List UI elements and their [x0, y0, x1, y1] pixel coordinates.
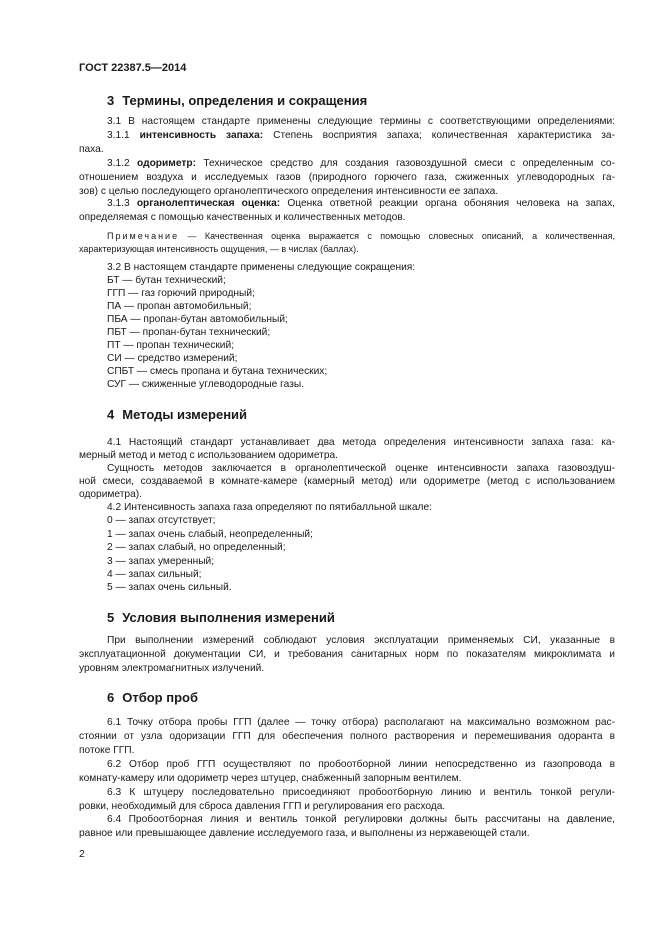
term-3-1-2-line1: Техническое средство для создания газовоздушной смеси с определенным со-: [203, 158, 615, 169]
term-3-1-2-line2: отношением воздуха и исследуемых газов (природного горючего газа, сжиженных углеводородных га-: [79, 172, 615, 183]
term-3-1-1-number: 3.1.1: [107, 130, 130, 141]
para-6-2-line1: 6.2 Отбор проб ГГП осуществляют по пробоотборной линии непосредственно из газопровода в: [107, 759, 615, 770]
term-3-1-2-number: 3.1.2: [107, 158, 130, 169]
section-3-heading: [107, 93, 367, 108]
scale-item: 4 — запах сильный;: [107, 569, 202, 580]
section-5-heading: [107, 610, 335, 625]
scale-item: 3 — запах умеренный;: [107, 556, 215, 567]
section-3-number: 3: [107, 93, 115, 108]
para-6-2-line2: комнату-камеру или одориметр через штуцер, снабженный запорным вентилем.: [79, 773, 462, 784]
section-5-line2: эксплуатационной документации СИ, и требования санитарных норм по показателям микроклимата и: [79, 649, 615, 660]
term-3-1-3-number: 3.1.3: [107, 198, 130, 209]
term-3-1-1: [107, 129, 615, 143]
term-3-1-1-line1: Степень восприятия запаха; количественная характеристика за-: [273, 130, 615, 141]
section-6-heading: [107, 690, 198, 705]
term-3-1-1-line2: паха.: [79, 144, 104, 155]
para-6-3-line1: 6.3 К штуцеру последовательно присоединяют пробоотборную линию и вентиль тонкой регули-: [107, 787, 615, 798]
abbreviation-item: СПБТ — смесь пропана и бутана технических;: [107, 366, 328, 377]
scale-item: 1 — запах очень слабый, неопределенный;: [107, 529, 313, 540]
scale-item: 0 — запах отсутствует;: [107, 515, 216, 526]
term-3-1-2-line3: зов) с целью последующего органолептического определения интенсивности ее запаха.: [79, 186, 499, 197]
term-3-1-2: [107, 157, 615, 171]
standard-code: ГОСТ 22387.5—2014: [79, 62, 187, 74]
essence-line1: Сущность методов заключается в органолептической оценке интенсивности запаха газовоздуш-: [107, 463, 615, 474]
section-5-line1: При выполнении измерений соблюдают условия эксплуатации применяемых СИ, указанные в: [107, 635, 615, 646]
abbreviation-item: ГГП — газ горючий природный;: [107, 288, 255, 299]
abbreviation-item: БТ — бутан технический;: [107, 275, 226, 286]
para-4-1-line2: мерный метод и метод с использованием одориметра.: [79, 450, 339, 461]
para-3-2: 3.2 В настоящем стандарте применены следующие сокращения:: [107, 262, 416, 273]
note-line2: характеризующая интенсивность ощущения, — в числах (баллах).: [79, 244, 359, 254]
section-6-title: Отбор проб: [122, 690, 198, 705]
term-3-1-3-line1: Оценка ответной реакции органа обоняния человека на запах,: [287, 198, 615, 209]
para-6-1-line3: потоке ГГП.: [79, 745, 135, 756]
section-5-number: 5: [107, 610, 115, 625]
term-3-1-1-term: интенсивность запаха:: [139, 130, 264, 141]
abbreviation-item: ПТ — пропан технический;: [107, 340, 235, 351]
para-3-1: 3.1 В настоящем стандарте применены следующие термины с соответствующими определениями:: [107, 116, 615, 127]
term-3-1-2-term: одориметр:: [137, 158, 196, 169]
section-4-number: 4: [107, 407, 115, 422]
section-6-number: 6: [107, 690, 115, 705]
para-6-1-line2: стоянии от узла одоризации ГГП для обеспечения полного растворения и перемешивания одоранта в: [79, 731, 615, 742]
term-3-1-3-line2: определяемая с помощью качественных и количественных методов.: [79, 212, 406, 223]
section-4-title: Методы измерений: [122, 407, 248, 422]
term-3-1-3: [107, 197, 615, 211]
para-6-4-line1: 6.4 Пробоотборная линия и вентиль тонкой регулировки должны быть рассчитаны на давление,: [107, 814, 615, 825]
abbreviation-item: СИ — средство измерений;: [107, 353, 238, 364]
note: [107, 230, 615, 243]
page-number: 2: [79, 848, 85, 860]
scale-item: 5 — запах очень сильный.: [107, 582, 232, 593]
para-4-2: 4.2 Интенсивность запаха газа определяют по пятибалльной шкале:: [107, 502, 432, 513]
essence-line3: одориметра).: [79, 489, 142, 500]
abbreviation-item: ПБА — пропан-бутан автомобильный;: [107, 314, 288, 325]
essence-line2: ной смеси, создаваемой в комнате-камере (камерный метод) или одориметре (метод с использованием: [79, 476, 615, 487]
note-line1: — Качественная оценка выражается с помощью словесных описаний, а количественная,: [187, 231, 615, 241]
scale-item: 2 — запах слабый, но определенный;: [107, 542, 286, 553]
para-4-1-line1: 4.1 Настоящий стандарт устанавливает два метода определения интенсивности запаха газа: ка-: [107, 437, 615, 448]
abbreviation-item: ПБТ — пропан-бутан технический;: [107, 327, 271, 338]
abbreviation-item: ПА — пропан автомобильный;: [107, 301, 252, 312]
abbreviation-item: СУГ — сжиженные углеводородные газы.: [107, 379, 305, 390]
term-3-1-3-term: органолептическая оценка:: [136, 198, 281, 209]
note-label: Примечание: [107, 231, 180, 241]
para-6-3-line2: ровки, необходимый для сброса давления ГГП и регулирования его расхода.: [79, 801, 446, 812]
section-5-line3: уровням электромагнитных излучений.: [79, 663, 265, 674]
section-4-heading: [107, 407, 247, 422]
section-5-title: Условия выполнения измерений: [122, 610, 335, 625]
section-3-title: Термины, определения и сокращения: [122, 93, 368, 108]
para-6-1-line1: 6.1 Точку отбора пробы ГГП (далее — точку отбора) располагают на максимально возможном рас-: [107, 717, 615, 728]
para-6-4-line2: равное или превышающее давление исследуемого газа, и выполнены из нержавеющей стали.: [79, 828, 530, 839]
